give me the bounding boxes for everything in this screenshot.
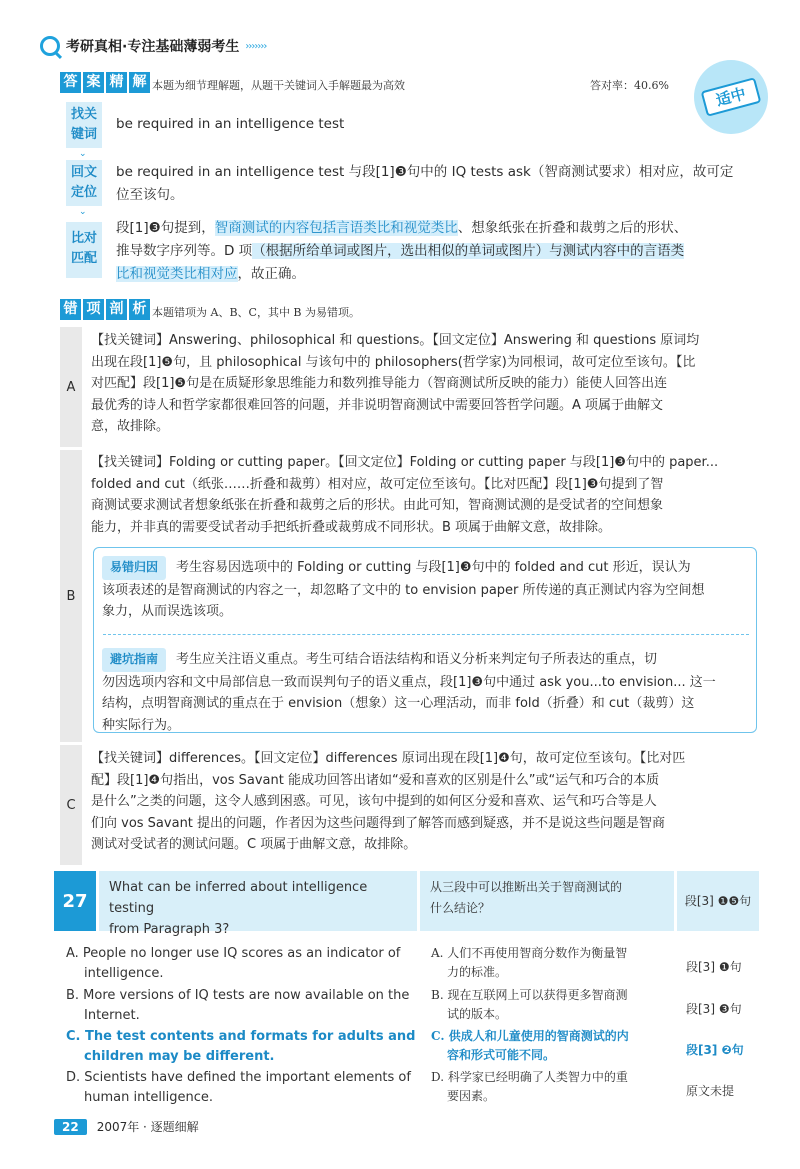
text-highlight: （根据所给单词或图片，选出相似的单词或图片）与测试内容中的言语类	[252, 243, 685, 259]
text-line: 配】段[1]❹句指出，vos Savant 能成功回答出诸如“爱和喜欢的区别是什么”或“运气和巧合的本质	[91, 772, 660, 788]
text-seg: 推导数字序列等。D 项	[116, 243, 253, 259]
question-location: 段[3] ❶❺句	[677, 871, 759, 931]
analysis-label-char: 案	[83, 72, 104, 93]
option-letter-a: A	[60, 327, 82, 447]
answer-b-en	[66, 986, 416, 1026]
chevron-down-icon: ⌄	[79, 149, 87, 159]
answer-d-location: 原文未提	[686, 1084, 735, 1098]
question-stem-cn	[420, 871, 674, 931]
answer-a-en	[66, 944, 416, 984]
text-line: from Paragraph 3?	[109, 922, 230, 937]
text-line: 象力，从而误选该项。	[102, 604, 233, 620]
page-footer	[54, 1118, 199, 1135]
step-tag-match	[66, 222, 102, 278]
option-c-analysis	[91, 748, 763, 856]
option-letter-c: C	[60, 745, 82, 865]
option-b-analysis	[91, 452, 763, 538]
option-a-analysis	[91, 330, 763, 438]
page-header	[40, 34, 266, 58]
text-line: 测试对受试者的测试问题。C 项属于曲解文意，故排除。	[91, 837, 417, 853]
text-line: A. 人们不再使用智商分数作为衡量智	[431, 946, 628, 960]
text-line: 商测试要求测试者想象纸张在折叠和裁剪之后的形状。由此可知，智商测试测的是受试者的空间想象	[91, 498, 664, 514]
header-title: 考研真相·专注基础薄弱考生	[66, 39, 240, 55]
step-tag-text: 找关键词	[71, 107, 98, 142]
text-line: 出现在段[1]❺句，且 philosophical 与该句中的 philosophers(哲学家)为同根词，故可定位至该句。【比	[91, 354, 696, 370]
text-line: 【找关键词】Folding or cutting paper。【回文定位】Folding or cutting paper 与段[1]❸句中的 paper...	[91, 455, 719, 470]
text-seg: 段[1]❸句提到，	[116, 220, 215, 236]
text-line: 容和形式可能不同。	[447, 1048, 556, 1062]
text-line: C. The test contents and formats for adults and	[66, 1029, 416, 1044]
analysis-label-char: 解	[129, 72, 150, 93]
text-line: 种实际行为。	[102, 717, 181, 733]
text-line: 试的版本。	[447, 1007, 508, 1021]
text-seg: ，故正确。	[237, 266, 305, 282]
difficulty-badge	[694, 60, 768, 134]
text-line: C. 供成人和儿童使用的智商测试的内	[431, 1029, 629, 1043]
option-letter-b: B	[60, 450, 82, 742]
text-line: A. People no longer use IQ scores as an indicator of	[66, 946, 401, 961]
text-line: Internet.	[84, 1008, 140, 1023]
text-highlight: 比和视觉类比相对应	[116, 266, 238, 282]
text-line: 们向 vos Savant 提出的问题，作者因为这些问题得到了解答而感到疑惑，并不是说这些问题是智商	[91, 815, 666, 831]
text-line: 结构，点明智商测试的重点在于 envision（想象）这一心理活动，而非 fold（折叠）和 cut（裁剪）这	[102, 696, 695, 712]
footer-text: 2007年 · 逐题细解	[96, 1120, 199, 1134]
answer-c-cn	[431, 1027, 677, 1065]
mistake-cause-label: 易错归因	[102, 556, 166, 580]
page-number: 22	[54, 1119, 87, 1135]
text-line: What can be inferred about intelligence testing	[109, 880, 368, 916]
text-line: 勿因选项内容和文中局部信息一致而误判句子的语义重点，段[1]❸句中通过 ask you...to envision... 这一	[102, 674, 716, 690]
text-line: 最优秀的诗人和哲学家都很难回答的问题，并非说明智商测试中需要回答哲学问题。A 项属于曲解文	[91, 397, 664, 413]
answer-d-cn	[431, 1068, 677, 1106]
text-line: 意，故排除。	[91, 419, 170, 435]
text-line: 从三段中可以推断出关于智商测试的	[430, 880, 623, 894]
mistake-cause-tip	[102, 556, 750, 623]
text-line: 该项表述的是智商测试的内容之一，却忽略了文中的 to envision paper 所传递的真正测试内容为空间想	[102, 582, 705, 598]
wrong-label-char: 项	[83, 299, 104, 320]
text-line: 考生应关注语义重点。考生可结合语法结构和语义分析来判定句子所表达的重点，切	[176, 652, 658, 667]
text-line: 要因素。	[447, 1089, 496, 1103]
step-tag-text: 比对匹配	[71, 231, 98, 266]
step-tag-text: 回文定位	[71, 165, 98, 200]
text-seg: 、想象纸张在折叠和裁剪之后的形状、	[457, 220, 688, 236]
text-line: intelligence.	[84, 966, 164, 981]
avoid-pitfall-tip	[102, 648, 750, 736]
analysis-label	[60, 72, 152, 93]
text-line: 对匹配】段[1]❺句是在质疑形象思维能力和数列推导能力（智商测试所反映的能力）能使人回答出连	[91, 376, 668, 392]
text-line: 位至该句。	[116, 187, 184, 203]
accuracy-rate: 答对率：40.6%	[590, 79, 669, 92]
text-line: 考生容易因选项中的 Folding or cutting 与段[1]❸句中的 folded and cut 形近，误认为	[176, 560, 691, 575]
text-line: 是什么”之类的问题，这令人感到困惑。可见，该句中提到的如何区分爱和喜欢、运气和巧合等是人	[91, 794, 657, 810]
text-highlight: 智商测试的内容包括言语类比和视觉类比	[214, 220, 458, 236]
text-line: D. Scientists have defined the important elements of	[66, 1070, 411, 1085]
text-line: D. 科学家已经明确了人类智力中的重	[431, 1070, 628, 1084]
answer-c-en	[66, 1027, 416, 1067]
difficulty-label: 适中	[701, 77, 762, 117]
wrong-options-note: 本题错项为 A、B、C，其中 B 为易错项。	[152, 306, 361, 319]
answer-c-location: 段[3] ❷句	[686, 1043, 744, 1057]
answer-d-en	[66, 1068, 416, 1108]
text-line: children may be different.	[84, 1049, 275, 1064]
answer-b-cn	[431, 986, 677, 1024]
header-arrows: ›››››››	[245, 40, 267, 52]
analysis-note: 本题为细节理解题，从题干关键词入手解题最为高效	[152, 79, 405, 92]
answer-b-location: 段[3] ❸句	[686, 1002, 742, 1016]
wrong-label-char: 错	[60, 299, 81, 320]
step-locate-text	[116, 161, 766, 207]
answer-a-cn	[431, 944, 677, 982]
text-line: 【找关键词】differences。【回文定位】differences 原词出现在段[1]❹句，故可定位至该句。【比对匹	[91, 751, 686, 766]
tip-divider	[103, 634, 749, 635]
text-line: folded and cut（纸张……折叠和裁剪）相对应，故可定位至该句。【比对匹配】段[1]❸句提到了智	[91, 476, 664, 492]
text-line: 力的标准。	[447, 965, 508, 979]
step-tag-keyword	[66, 102, 102, 148]
text-line: B. More versions of IQ tests are now available on the	[66, 988, 410, 1003]
step-match-text	[116, 217, 766, 286]
text-line: human intelligence.	[84, 1090, 214, 1105]
text-line: 什么结论？	[430, 901, 491, 915]
text-line: be required in an intelligence test 与段[1]❸句中的 IQ tests ask（智商测试要求）相对应，故可定	[116, 164, 734, 180]
text-line: B. 现在互联网上可以获得更多智商测	[431, 988, 628, 1002]
answer-a-location: 段[3] ❶句	[686, 960, 742, 974]
search-logo-icon	[40, 36, 60, 56]
analysis-label-char: 精	[106, 72, 127, 93]
avoid-pitfall-label: 避坑指南	[102, 648, 166, 672]
question-stem	[99, 871, 417, 937]
question-number: 27	[54, 871, 96, 931]
step-keyword-text: be required in an intelligence test	[116, 116, 345, 132]
text-line: 能力，并非真的需要受试者动手把纸折叠或裁剪成不同形状。B 项属于曲解文意，故排除。	[91, 519, 612, 535]
text-line: 【找关键词】Answering、philosophical 和 questions。【回文定位】Answering 和 questions 原词均	[91, 333, 700, 348]
chevron-down-icon: ⌄	[79, 207, 87, 217]
wrong-label-char: 剖	[106, 299, 127, 320]
wrong-label-char: 析	[129, 299, 150, 320]
step-tag-locate	[66, 160, 102, 206]
analysis-label-char: 答	[60, 72, 81, 93]
wrong-options-label	[60, 299, 152, 320]
